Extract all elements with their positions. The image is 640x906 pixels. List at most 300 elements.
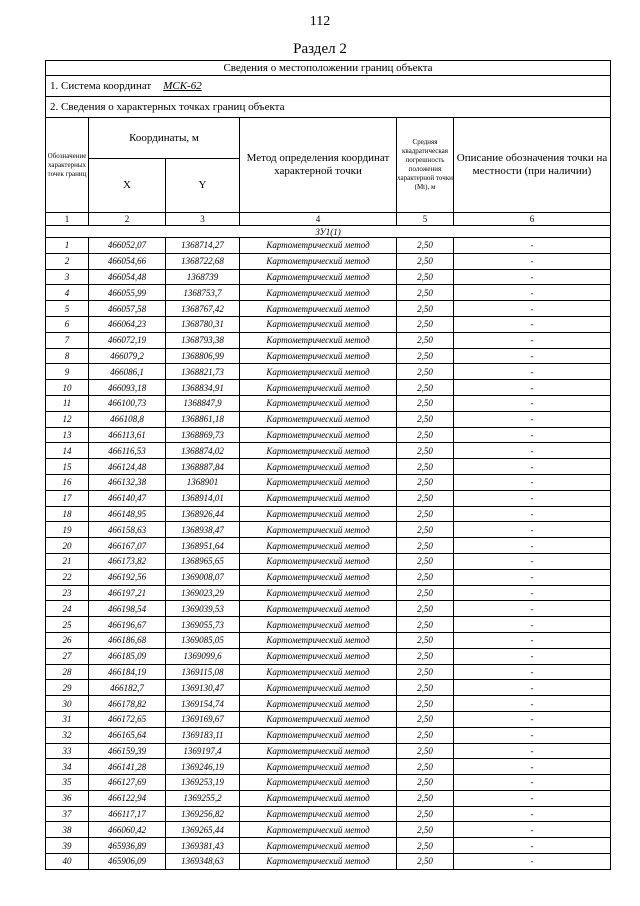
table-row — [46, 364, 611, 380]
method: Картометрический метод — [240, 285, 397, 301]
coord-y: 1368887,84 — [166, 459, 240, 475]
description: - — [454, 395, 611, 411]
coord-x: 466064,23 — [89, 316, 166, 332]
point-number: 4 — [46, 285, 89, 301]
rms-error: 2,50 — [397, 585, 454, 601]
coord-x: 466079,2 — [89, 348, 166, 364]
coord-y: 1368901 — [166, 474, 240, 490]
point-number: 8 — [46, 348, 89, 364]
method: Картометрический метод — [240, 822, 397, 838]
header-y: Y — [166, 159, 240, 213]
column-number: 1 — [46, 213, 89, 226]
coord-x: 466185,09 — [89, 648, 166, 664]
rms-error: 2,50 — [397, 538, 454, 554]
description: - — [454, 743, 611, 759]
table-row — [46, 585, 611, 601]
rms-error: 2,50 — [397, 711, 454, 727]
rms-error: 2,50 — [397, 380, 454, 396]
rms-error: 2,50 — [397, 301, 454, 317]
table-row — [46, 395, 611, 411]
rms-error: 2,50 — [397, 601, 454, 617]
header-description: Описание обозначения точки на местности (при наличии) — [454, 118, 611, 213]
method: Картометрический метод — [240, 348, 397, 364]
method: Картометрический метод — [240, 474, 397, 490]
rms-error: 2,50 — [397, 269, 454, 285]
rms-error: 2,50 — [397, 743, 454, 759]
method: Картометрический метод — [240, 538, 397, 554]
method: Картометрический метод — [240, 380, 397, 396]
coord-y: 1368834,91 — [166, 380, 240, 396]
coord-y: 1368869,73 — [166, 427, 240, 443]
method: Картометрический метод — [240, 601, 397, 617]
method: Картометрический метод — [240, 743, 397, 759]
table-row — [46, 553, 611, 569]
table-row — [46, 411, 611, 427]
point-number: 37 — [46, 806, 89, 822]
zone-row — [46, 226, 611, 238]
table-row — [46, 380, 611, 396]
coord-x: 466117,17 — [89, 806, 166, 822]
description: - — [454, 632, 611, 648]
description: - — [454, 522, 611, 538]
coord-y: 1368739 — [166, 269, 240, 285]
coord-x: 466132,38 — [89, 474, 166, 490]
column-number: 3 — [166, 213, 240, 226]
coord-x: 466198,54 — [89, 601, 166, 617]
method: Картометрический метод — [240, 427, 397, 443]
coord-x: 466072,19 — [89, 332, 166, 348]
method: Картометрический метод — [240, 648, 397, 664]
description: - — [454, 490, 611, 506]
rms-error: 2,50 — [397, 490, 454, 506]
table-row — [46, 854, 611, 870]
point-number: 24 — [46, 601, 89, 617]
coord-y: 1368914,01 — [166, 490, 240, 506]
zone-label: ЗУ1(1) — [46, 226, 611, 238]
coord-x: 465906,09 — [89, 854, 166, 870]
coordinate-system-label: 1. Система координат — [50, 80, 152, 92]
coord-x: 466093,18 — [89, 380, 166, 396]
point-number: 16 — [46, 474, 89, 490]
table-row — [46, 332, 611, 348]
coord-y: 1368926,44 — [166, 506, 240, 522]
description: - — [454, 316, 611, 332]
point-number: 11 — [46, 395, 89, 411]
header-rms-error: Средняя квадратическая погрешность положения характерной точки (Mt), м — [397, 118, 454, 213]
coordinate-system-row — [46, 76, 611, 97]
point-number: 12 — [46, 411, 89, 427]
rms-error: 2,50 — [397, 617, 454, 633]
table-row — [46, 301, 611, 317]
coord-x: 466148,95 — [89, 506, 166, 522]
coord-x: 466052,07 — [89, 238, 166, 254]
coord-y: 1369055,73 — [166, 617, 240, 633]
point-number: 7 — [46, 332, 89, 348]
table-row — [46, 443, 611, 459]
table-row — [46, 680, 611, 696]
header-method: Метод определения координат характерной точки — [240, 118, 397, 213]
description: - — [454, 775, 611, 791]
method: Картометрический метод — [240, 443, 397, 459]
coord-y: 1368722,68 — [166, 253, 240, 269]
description: - — [454, 285, 611, 301]
coord-y: 1368821,73 — [166, 364, 240, 380]
coord-y: 1368793,38 — [166, 332, 240, 348]
column-number: 4 — [240, 213, 397, 226]
table-row — [46, 617, 611, 633]
coord-x: 465936,89 — [89, 838, 166, 854]
rms-error: 2,50 — [397, 395, 454, 411]
coord-x: 466159,39 — [89, 743, 166, 759]
point-number: 19 — [46, 522, 89, 538]
coord-x: 466108,8 — [89, 411, 166, 427]
rms-error: 2,50 — [397, 316, 454, 332]
coord-x: 466141,28 — [89, 759, 166, 775]
description: - — [454, 332, 611, 348]
table-row — [46, 238, 611, 254]
point-number: 3 — [46, 269, 89, 285]
table-row — [46, 727, 611, 743]
rms-error: 2,50 — [397, 806, 454, 822]
coord-y: 1369154,74 — [166, 696, 240, 712]
rms-error: 2,50 — [397, 253, 454, 269]
rms-error: 2,50 — [397, 759, 454, 775]
table-row — [46, 490, 611, 506]
rms-error: 2,50 — [397, 506, 454, 522]
point-number: 10 — [46, 380, 89, 396]
description: - — [454, 711, 611, 727]
description: - — [454, 727, 611, 743]
coord-y: 1368938,47 — [166, 522, 240, 538]
description: - — [454, 553, 611, 569]
rms-error: 2,50 — [397, 775, 454, 791]
coord-y: 1369381,43 — [166, 838, 240, 854]
method: Картометрический метод — [240, 316, 397, 332]
table-row — [46, 459, 611, 475]
coord-x: 466100,73 — [89, 395, 166, 411]
point-number: 29 — [46, 680, 89, 696]
column-number: 5 — [397, 213, 454, 226]
rms-error: 2,50 — [397, 696, 454, 712]
coord-x: 466197,21 — [89, 585, 166, 601]
method: Картометрический метод — [240, 364, 397, 380]
rms-error: 2,50 — [397, 838, 454, 854]
table-row — [46, 474, 611, 490]
description: - — [454, 601, 611, 617]
method: Картометрический метод — [240, 711, 397, 727]
method: Картометрический метод — [240, 301, 397, 317]
method: Картометрический метод — [240, 585, 397, 601]
coord-y: 1368806,99 — [166, 348, 240, 364]
table-title: Сведения о местоположении границ объекта — [46, 61, 611, 76]
description: - — [454, 238, 611, 254]
table-row — [46, 569, 611, 585]
coord-y: 1369085,05 — [166, 632, 240, 648]
description: - — [454, 364, 611, 380]
coord-y: 1368874,02 — [166, 443, 240, 459]
coord-y: 1369008,07 — [166, 569, 240, 585]
coord-x: 466060,42 — [89, 822, 166, 838]
method: Картометрический метод — [240, 680, 397, 696]
characteristic-points-label: 2. Сведения о характерных точках границ объекта — [46, 97, 611, 118]
point-number: 1 — [46, 238, 89, 254]
rms-error: 2,50 — [397, 332, 454, 348]
table-row — [46, 822, 611, 838]
table-row — [46, 664, 611, 680]
coord-y: 1369023,29 — [166, 585, 240, 601]
table-row — [46, 632, 611, 648]
rms-error: 2,50 — [397, 854, 454, 870]
description: - — [454, 680, 611, 696]
point-number: 28 — [46, 664, 89, 680]
coord-x: 466182,7 — [89, 680, 166, 696]
description: - — [454, 648, 611, 664]
description: - — [454, 838, 611, 854]
rms-error: 2,50 — [397, 427, 454, 443]
description: - — [454, 696, 611, 712]
table-row — [46, 285, 611, 301]
table-row — [46, 806, 611, 822]
method: Картометрический метод — [240, 696, 397, 712]
coord-y: 1368780,31 — [166, 316, 240, 332]
method: Картометрический метод — [240, 459, 397, 475]
rms-error: 2,50 — [397, 474, 454, 490]
coord-y: 1369169,67 — [166, 711, 240, 727]
column-numbers-row — [46, 213, 611, 226]
point-number: 31 — [46, 711, 89, 727]
rms-error: 2,50 — [397, 790, 454, 806]
table-row — [46, 775, 611, 791]
rms-error: 2,50 — [397, 443, 454, 459]
description: - — [454, 822, 611, 838]
coord-y: 1369253,19 — [166, 775, 240, 791]
point-number: 5 — [46, 301, 89, 317]
rms-error: 2,50 — [397, 285, 454, 301]
point-number: 35 — [46, 775, 89, 791]
description: - — [454, 301, 611, 317]
coord-y: 1369265,44 — [166, 822, 240, 838]
coord-y: 1369130,47 — [166, 680, 240, 696]
point-number: 30 — [46, 696, 89, 712]
coord-y: 1369256,82 — [166, 806, 240, 822]
rms-error: 2,50 — [397, 680, 454, 696]
method: Картометрический метод — [240, 238, 397, 254]
coord-y: 1368965,65 — [166, 553, 240, 569]
coord-y: 1369255,2 — [166, 790, 240, 806]
table-row — [46, 506, 611, 522]
description: - — [454, 585, 611, 601]
table-row — [46, 427, 611, 443]
table-row — [46, 648, 611, 664]
description: - — [454, 443, 611, 459]
coord-x: 466184,19 — [89, 664, 166, 680]
method: Картометрический метод — [240, 617, 397, 633]
coord-x: 466127,69 — [89, 775, 166, 791]
description: - — [454, 617, 611, 633]
description: - — [454, 269, 611, 285]
header-coordinates: Координаты, м — [89, 118, 240, 159]
coord-y: 1369246,19 — [166, 759, 240, 775]
table-row — [46, 522, 611, 538]
point-number: 38 — [46, 822, 89, 838]
table-row — [46, 759, 611, 775]
coord-x: 466122,94 — [89, 790, 166, 806]
point-number: 33 — [46, 743, 89, 759]
rms-error: 2,50 — [397, 569, 454, 585]
rms-error: 2,50 — [397, 553, 454, 569]
point-number: 34 — [46, 759, 89, 775]
method: Картометрический метод — [240, 569, 397, 585]
coord-x: 466055,99 — [89, 285, 166, 301]
point-number: 21 — [46, 553, 89, 569]
coord-y: 1369183,11 — [166, 727, 240, 743]
point-number: 22 — [46, 569, 89, 585]
coord-y: 1368951,64 — [166, 538, 240, 554]
column-number: 6 — [454, 213, 611, 226]
coord-x: 466192,56 — [89, 569, 166, 585]
description: - — [454, 380, 611, 396]
table-row — [46, 269, 611, 285]
coord-x: 466196,67 — [89, 617, 166, 633]
method: Картометрический метод — [240, 664, 397, 680]
section-title: Раздел 2 — [293, 41, 347, 57]
point-number: 23 — [46, 585, 89, 601]
point-number: 27 — [46, 648, 89, 664]
coord-x: 466140,47 — [89, 490, 166, 506]
coord-y: 1369115,08 — [166, 664, 240, 680]
coord-x: 466158,63 — [89, 522, 166, 538]
point-number: 14 — [46, 443, 89, 459]
coord-x: 466116,53 — [89, 443, 166, 459]
method: Картометрический метод — [240, 806, 397, 822]
coord-x: 466172,65 — [89, 711, 166, 727]
coord-y: 1369197,4 — [166, 743, 240, 759]
coord-x: 466054,66 — [89, 253, 166, 269]
rms-error: 2,50 — [397, 664, 454, 680]
coord-x: 466086,1 — [89, 364, 166, 380]
description: - — [454, 806, 611, 822]
boundary-points-table — [45, 60, 611, 870]
description: - — [454, 790, 611, 806]
coord-x: 466173,82 — [89, 553, 166, 569]
rms-error: 2,50 — [397, 522, 454, 538]
coord-y: 1369099,6 — [166, 648, 240, 664]
coord-y: 1368861,18 — [166, 411, 240, 427]
description: - — [454, 474, 611, 490]
point-number: 32 — [46, 727, 89, 743]
column-number: 2 — [89, 213, 166, 226]
description: - — [454, 411, 611, 427]
point-number: 2 — [46, 253, 89, 269]
coordinate-system-value: МСК-62 — [163, 80, 202, 92]
description: - — [454, 348, 611, 364]
method: Картометрический метод — [240, 253, 397, 269]
rms-error: 2,50 — [397, 727, 454, 743]
header-x: X — [89, 159, 166, 213]
rms-error: 2,50 — [397, 348, 454, 364]
rms-error: 2,50 — [397, 364, 454, 380]
method: Картометрический метод — [240, 854, 397, 870]
method: Картометрический метод — [240, 269, 397, 285]
table-row — [46, 838, 611, 854]
coord-y: 1369039,53 — [166, 601, 240, 617]
method: Картометрический метод — [240, 411, 397, 427]
table-row — [46, 253, 611, 269]
coord-x: 466054,48 — [89, 269, 166, 285]
coord-y: 1368714,27 — [166, 238, 240, 254]
point-number: 25 — [46, 617, 89, 633]
description: - — [454, 854, 611, 870]
description: - — [454, 506, 611, 522]
point-number: 18 — [46, 506, 89, 522]
coord-x: 466113,61 — [89, 427, 166, 443]
description: - — [454, 253, 611, 269]
description: - — [454, 569, 611, 585]
rms-error: 2,50 — [397, 459, 454, 475]
coord-x: 466178,82 — [89, 696, 166, 712]
coord-y: 1368767,42 — [166, 301, 240, 317]
table-row — [46, 696, 611, 712]
rms-error: 2,50 — [397, 411, 454, 427]
table-row — [46, 790, 611, 806]
table-row — [46, 743, 611, 759]
point-number: 26 — [46, 632, 89, 648]
coord-y: 1368753,7 — [166, 285, 240, 301]
table-row — [46, 711, 611, 727]
method: Картометрический метод — [240, 838, 397, 854]
coord-x: 466165,64 — [89, 727, 166, 743]
description: - — [454, 538, 611, 554]
method: Картометрический метод — [240, 759, 397, 775]
description: - — [454, 459, 611, 475]
method: Картометрический метод — [240, 727, 397, 743]
table-row — [46, 538, 611, 554]
coord-x: 466057,58 — [89, 301, 166, 317]
point-number: 36 — [46, 790, 89, 806]
description: - — [454, 427, 611, 443]
method: Картометрический метод — [240, 553, 397, 569]
method: Картометрический метод — [240, 506, 397, 522]
coord-y: 1368847,9 — [166, 395, 240, 411]
page-number: 112 — [309, 14, 331, 29]
method: Картометрический метод — [240, 395, 397, 411]
method: Картометрический метод — [240, 522, 397, 538]
description: - — [454, 759, 611, 775]
table-row — [46, 348, 611, 364]
rms-error: 2,50 — [397, 238, 454, 254]
method: Картометрический метод — [240, 775, 397, 791]
point-number: 9 — [46, 364, 89, 380]
method: Картометрический метод — [240, 490, 397, 506]
coord-x: 466167,07 — [89, 538, 166, 554]
coord-x: 466124,48 — [89, 459, 166, 475]
coord-x: 466186,68 — [89, 632, 166, 648]
rms-error: 2,50 — [397, 822, 454, 838]
rms-error: 2,50 — [397, 632, 454, 648]
point-number: 17 — [46, 490, 89, 506]
method: Картометрический метод — [240, 632, 397, 648]
description: - — [454, 664, 611, 680]
table-row — [46, 601, 611, 617]
point-number: 15 — [46, 459, 89, 475]
coord-y: 1369348,63 — [166, 854, 240, 870]
table-row — [46, 316, 611, 332]
point-number: 39 — [46, 838, 89, 854]
point-number: 13 — [46, 427, 89, 443]
method: Картометрический метод — [240, 332, 397, 348]
point-number: 6 — [46, 316, 89, 332]
method: Картометрический метод — [240, 790, 397, 806]
